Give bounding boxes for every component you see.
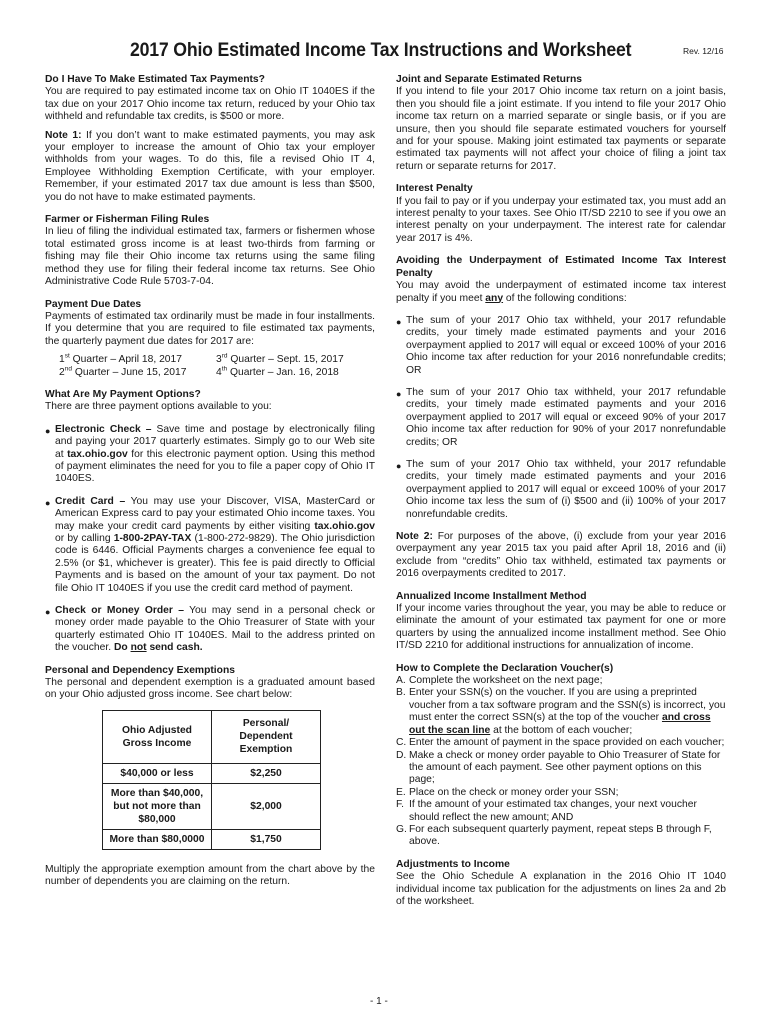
section-heading: Farmer or Fisherman Filing Rules — [45, 214, 210, 226]
list-item: E. Place on the check or money order your SSN; — [396, 786, 619, 798]
section-heading: Avoiding the Underpayment of Estimated Income Tax Interest Penalty — [396, 255, 726, 279]
table-row — [103, 783, 321, 829]
phone-number: 1-800-2PAY-TAX — [113, 533, 192, 544]
section-heading: What Are My Payment Options? — [45, 388, 201, 400]
section-heading: Do I Have To Make Estimated Tax Payments? — [45, 74, 265, 85]
website-link: tax.ohio.gov — [314, 520, 375, 532]
note-label: Note 1: — [45, 129, 82, 141]
section-heading: Payment Due Dates — [45, 298, 142, 310]
paragraph: The personal and dependent exemption is a graduated amount based on your Ohio adjusted gross income. See chart below: — [45, 677, 375, 701]
revision-label: Rev. 12/16 — [683, 46, 724, 56]
note-text: If you don’t want to make estimated payments, you may ask your employer to increase the amount of Ohio tax your employer withholds from your wages. To do this, file a revised Ohio IT 4, Employee Withholding Exemption Certificate, with your employer. Remember, if your estimated 2017 tax due amount is less than $500, you do not have to make estimated payments. — [45, 129, 376, 203]
paragraph: If your income varies throughout the year, you may be able to reduce or eliminate the amount of your estimated tax payment for one or more quarters by using the annualized income installment method. See Ohio IT/SD 2210 for additional instructions for annualization of income. — [396, 603, 726, 652]
list-item: B. Enter your SSN(s) on the voucher. If you are using a preprinted voucher from a tax software program and the SSN(s) is incorrect, you must enter the correct SSN(s) at the top of the voucher and cross out the scan line at the bottom of each voucher; — [396, 687, 726, 736]
paragraph: See the Ohio Schedule A explanation in the 2016 Ohio IT 1040 individual income tax publication for the adjustments on lines 2a and 2b of the worksheet. — [396, 871, 726, 907]
paragraph: In lieu of filing the individual estimated tax, farmers or fishermen whose total estimated gross income is at least two-thirds from farming or fishing may file their Ohio income tax returns using the same filing method they use for filing their federal income tax returns. See Ohio Administrative Code Rule 5703-7-04. — [45, 226, 375, 288]
website-link: tax.ohio.gov — [67, 448, 128, 460]
section-heading: How to Complete the Declaration Voucher(s) — [396, 662, 614, 674]
quarter-item: 1st Quarter – April 18, 2017 — [59, 352, 182, 366]
note-label: Note 2: — [396, 531, 433, 542]
bullet-icon: ● — [45, 425, 51, 436]
note-2 — [396, 531, 726, 581]
bullet-icon: ● — [45, 497, 51, 508]
bullet-icon: ● — [396, 316, 402, 327]
quarter-item: 2nd Quarter – June 15, 2017 — [59, 365, 187, 378]
table-cell: More than $40,000, but not more than $80,000 — [103, 783, 212, 829]
quarter-dates — [45, 354, 375, 379]
right-column — [396, 74, 726, 908]
voucher-steps — [396, 675, 726, 849]
payment-option-check: ● Check or Money Order – You may send in a personal check or money order made payable to the Ohio Treasurer of State with your quarterly estimated Ohio IT 1040ES. Mail to the address printed on the voucher. Do not send cash. — [45, 605, 375, 654]
section-heading: Personal and Dependency Exemptions — [45, 664, 235, 676]
note-1 — [45, 130, 375, 204]
paragraph: If you fail to pay or if you underpay your estimated tax, you must add an interest penalty to your taxes. See Ohio IT/SD 2210 to see if you owe an interest penalty on your underpayment. The interest rate for calendar year 2017 is 4%. — [396, 195, 726, 244]
table-row — [103, 763, 321, 783]
table-cell: $40,000 or less — [103, 763, 212, 783]
table-header-row — [103, 710, 321, 763]
table-row — [103, 829, 321, 849]
paragraph: You are required to pay estimated income tax on Ohio IT 1040ES if the tax due on your 2017 Ohio income tax return, reduced by your Ohio tax withheld and refundable tax credits, is $500 or more. — [45, 86, 375, 123]
table-header-exemption: Personal/ Dependent Exemption — [212, 710, 321, 763]
condition-item: ● The sum of your 2017 Ohio tax withheld, your 2017 refundable credits, your timely made estimated payments and your 2016 overpayment applied to 2017 will equal or exceed 100% of your 2016 Ohio income tax after reduction for your 2016 nonrefundable credits; OR — [396, 314, 726, 376]
table-header-income: Ohio Adjusted Gross Income — [103, 710, 212, 763]
section-heading: Adjustments to Income — [396, 858, 510, 870]
page-number: - 1 - — [370, 996, 388, 1007]
paragraph: There are three payment options available to you: — [45, 401, 272, 413]
page-title: 2017 Ohio Estimated Income Tax Instructions and Worksheet — [130, 40, 632, 61]
bullet-icon: ● — [396, 388, 402, 399]
condition-item: ● The sum of your 2017 Ohio tax withheld, your 2017 refundable credits, your timely made estimated payments and your 2016 overpayment applied to 2017 will equal or exceed 90% of your 2017 Ohio income tax after reduction for 90% of your 2017 nonrefundable credits; OR — [396, 386, 726, 448]
note-text: For purposes of the above, (i) exclude from your year 2016 overpayment any year 2015 tax you paid after April 18, 2016 and (ii) exclude from “credits” Ohio tax withheld, estimated tax payments or 2016 overpayments credited to 2017. — [396, 531, 726, 580]
table-cell: $1,750 — [212, 829, 321, 849]
table-cell: More than $80,0000 — [103, 829, 212, 849]
list-item: G. For each subsequent quarterly payment, repeat steps B through F, above. — [396, 823, 712, 848]
bullet-icon: ● — [45, 607, 51, 618]
section-heading: Joint and Separate Estimated Returns — [396, 74, 582, 85]
quarter-item: 4th Quarter – Jan. 16, 2018 — [216, 365, 339, 378]
list-item: D. Make a check or money order payable to Ohio Treasurer of State for the amount of each payment. See other payment options on this page; — [396, 749, 721, 786]
condition-item: ● The sum of your 2017 Ohio tax withheld, your 2017 refundable credits, your timely made estimated payments and your 2016 overpayment applied to 2017 will equal or exceed 100% of your 2017 Ohio income tax less the sum of (i) $500 and (ii) 100% of your 2017 nonrefundable credits. — [396, 458, 726, 520]
paragraph: If you intend to file your 2017 Ohio income tax return on a joint basis, then you should file a joint estimate. If you intend to file your 2017 Ohio income tax return on a married separate or single basis, or if you are unsure, then you should file separate estimated vouchers for yourself and for your spouse. Making joint estimated tax payments or separate estimated tax payments will not affect your choice of filing a joint tax return or separate returns for 2017. — [396, 86, 726, 172]
list-item: A. Complete the worksheet on the next page; — [396, 675, 603, 687]
section-heading: Interest Penalty — [396, 183, 473, 195]
section-heading: Annualized Income Installment Method — [396, 590, 587, 602]
bullet-icon: ● — [396, 460, 402, 471]
quarter-item: 3rd Quarter – Sept. 15, 2017 — [216, 352, 344, 366]
exemption-table — [102, 710, 321, 850]
table-cell: $2,250 — [212, 763, 321, 783]
paragraph: Multiply the appropriate exemption amount from the chart above by the number of dependents you are claiming on the return. — [45, 863, 375, 888]
table-cell: $2,000 — [212, 783, 321, 829]
payment-option-credit-card: ● Credit Card – You may use your Discover, VISA, MasterCard or American Express card to pay your estimated Ohio income taxes. You may make your credit card payments by either visiting tax.ohio.gov or by calling 1-800-2PAY-TAX (1-800-272-9829). The Ohio jurisdiction code is 6446. Official Payments charges a convenience fee equal to 2.5% (or $1, whichever is greater). This fee is paid directly to Official Payments and is based on the amount of your tax payment. Do not file Ohio IT 1040ES if you use the credit card method of payment. — [45, 495, 375, 594]
paragraph: Payments of estimated tax ordinarily must be made in four installments. If you determine that you are required to file estimated tax payments, the quarterly payment due dates for 2017 are: — [45, 310, 375, 347]
list-item: C. Enter the amount of payment in the space provided on each voucher; — [396, 737, 725, 749]
paragraph: You may avoid the underpayment of estimated income tax interest penalty if you meet any of the following conditions: — [396, 280, 726, 304]
list-item: F. If the amount of your estimated tax changes, your next voucher should reflect the new amount; AND — [396, 799, 697, 823]
payment-option-electronic: ● Electronic Check – Save time and postage by electronically filing and paying your 2017 quarterly estimates. Simply go to our Web site at tax.ohio.gov for this electronic payment option. Using this method of payment eliminates the need for you to file a paper copy of Ohio IT 1040ES. — [45, 423, 376, 485]
left-column — [45, 74, 375, 889]
